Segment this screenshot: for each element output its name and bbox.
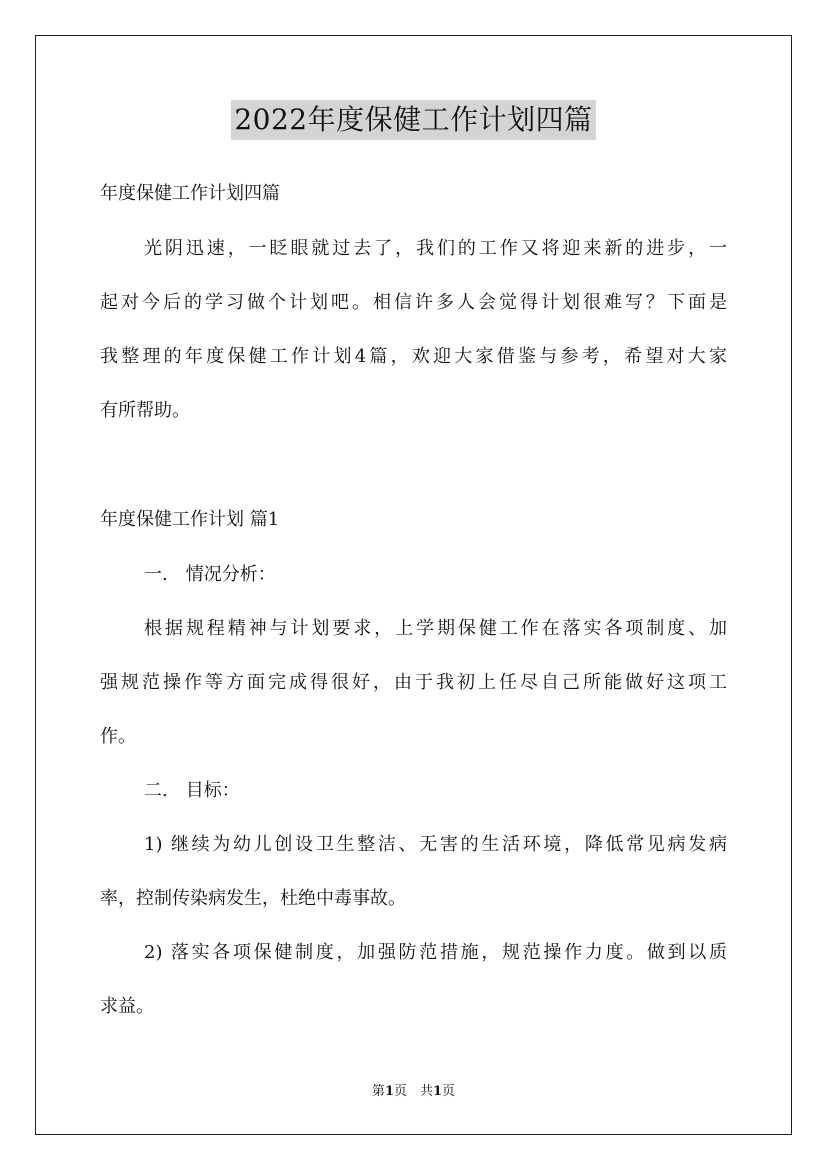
title-container [0,100,827,140]
intro-line-3: 我整理的年度保健工作计划4篇，欢迎大家借鉴与参考，希望对大家 [100,346,727,367]
footer-total-pages: 1 [433,1084,443,1099]
analysis-line-1: 根据规程精神与计划要求，上学期保健工作在落实各项制度、加 [144,618,727,639]
footer-prefix: 第 [371,1084,385,1099]
intro-line-1: 光阴迅速，一眨眼就过去了，我们的工作又将迎来新的进步，一 [144,238,727,259]
section-heading: 年度保健工作计划 篇1 [100,509,280,530]
item-heading-goals: 二. 目标： [144,780,240,801]
item-heading-analysis: 一. 情况分析： [144,564,276,585]
page-footer [0,1083,827,1101]
analysis-line-2: 强规范操作等方面完成得很好，由于我初上任尽自己所能做好这项工 [100,672,727,693]
document-title: 2022年度保健工作计划四篇 [231,100,595,140]
footer-current-page: 1 [384,1084,394,1099]
analysis-line-3: 作。 [100,726,136,747]
goal2-line-2: 求益。 [100,996,154,1017]
goal1-line-1: 1) 继续为幼儿创设卫生整洁、无害的生活环境，降低常见病发病 [144,834,727,855]
goal2-line-1: 2) 落实各项保健制度，加强防范措施，规范操作力度。做到以质 [144,942,727,963]
document-subtitle: 年度保健工作计划四篇 [100,183,280,204]
footer-mid: 页 共 [393,1084,433,1099]
footer-suffix: 页 [442,1084,456,1099]
intro-line-4: 有所帮助。 [100,400,190,421]
goal1-line-2: 率，控制传染病发生，杜绝中毒事故。 [100,888,406,909]
intro-line-2: 起对今后的学习做个计划吧。相信许多人会觉得计划很难写？下面是 [100,292,727,313]
